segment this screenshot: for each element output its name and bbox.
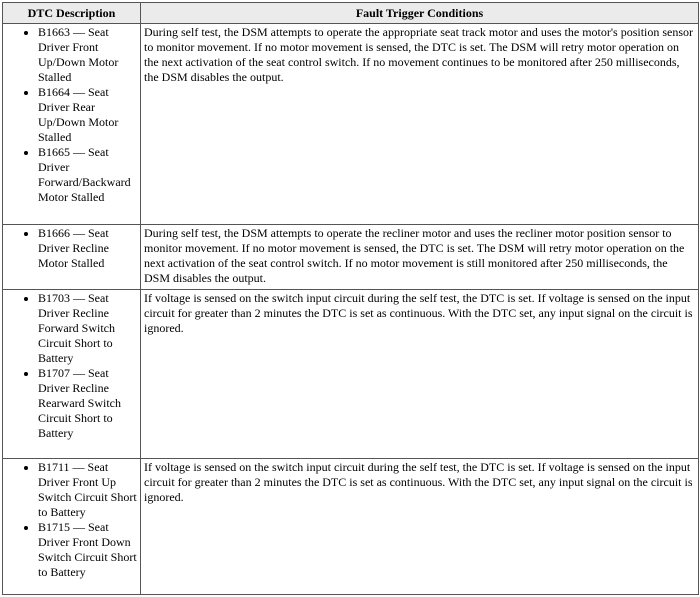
fault-condition-cell: If voltage is sensed on the switch input circuit during the self test, the DTC is set. If voltage is sensed on the input circuit for greater than 2 minutes the DTC is set as continuous. With the DTC set, any input signal on the circuit is ignored. [141, 290, 699, 459]
dtc-code-item: • B1715 — Seat Driver Front Down Switch Circuit Short to Battery [38, 520, 138, 580]
dtc-codes-cell [3, 24, 141, 225]
dtc-code-item: • B1666 — Seat Driver Recline Motor Stalled [38, 226, 138, 271]
fault-condition-cell: During self test, the DSM attempts to operate the recliner motor and uses the recliner motor position sensor to monitor movement. If no motor movement is sensed, the DTC is set. The DSM will retry motor operation on the next activation of the seat control switch. If no motor movement is still monitored after 250 milliseconds, the DSM disables the output. [141, 225, 699, 290]
dtc-codes-cell [3, 459, 141, 595]
dtc-codes-cell [3, 290, 141, 459]
dtc-code-item: • B1663 — Seat Driver Front Up/Down Motor Stalled [38, 25, 138, 85]
header-row [3, 3, 699, 24]
table-row [3, 225, 699, 290]
dtc-codes-cell [3, 225, 141, 290]
dtc-code-item: • B1703 — Seat Driver Recline Forward Switch Circuit Short to Battery [38, 291, 138, 366]
table-row [3, 24, 699, 225]
dtc-code-list [3, 25, 138, 205]
dtc-code-list [3, 460, 138, 580]
table-row [3, 459, 699, 595]
header-fault-trigger-conditions: Fault Trigger Conditions [141, 3, 699, 24]
dtc-code-item: • B1711 — Seat Driver Front Up Switch Circuit Short to Battery [38, 460, 138, 520]
fault-condition-cell: During self test, the DSM attempts to operate the appropriate seat track motor and uses the motor's position sensor to monitor movement. If no motor movement is sensed, the DTC is set. The DSM will retry motor operation on the next activation of the seat control switch. If no movement continues to be monitored after 250 milliseconds, the DSM disables the output. [141, 24, 699, 225]
table-row [3, 290, 699, 459]
dtc-code-list [3, 291, 138, 441]
dtc-code-list [3, 226, 138, 271]
fault-condition-cell: If voltage is sensed on the switch input circuit during the self test, the DTC is set. If voltage is sensed on the input circuit for greater than 2 minutes the DTC is set as continuous. With the DTC set, any input signal on the circuit is ignored. [141, 459, 699, 595]
dtc-code-item: • B1707 — Seat Driver Recline Rearward Switch Circuit Short to Battery [38, 366, 138, 441]
dtc-code-item: • B1665 — Seat Driver Forward/Backward Motor Stalled [38, 145, 138, 205]
dtc-table [2, 2, 699, 595]
header-dtc-description: DTC Description [3, 3, 141, 24]
dtc-code-item: • B1664 — Seat Driver Rear Up/Down Motor Stalled [38, 85, 138, 145]
